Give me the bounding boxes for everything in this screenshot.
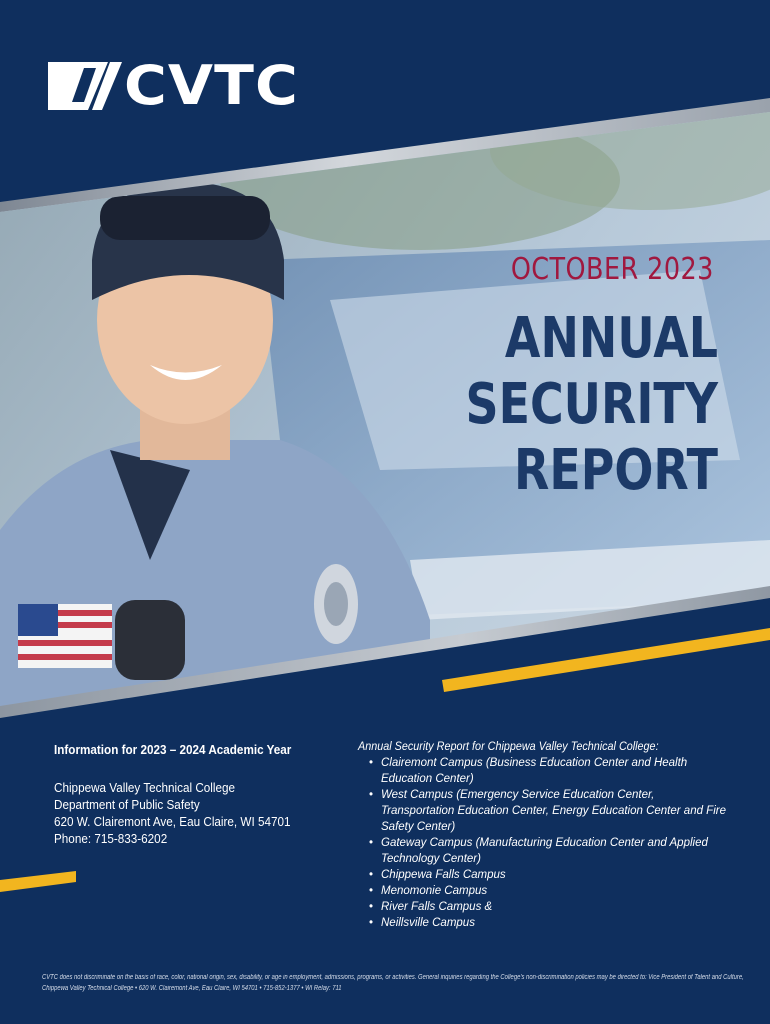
campus-item-clairemont: • Clairemont Campus (Business Education Center and Health Education Center) [381, 755, 728, 787]
campus-item-gateway: • Gateway Campus (Manufacturing Education Center and Applied Technology Center) [381, 835, 728, 867]
report-title: ANNUAL SECURITY REPORT [465, 306, 718, 503]
academic-year-info [54, 742, 344, 847]
campus-item-west: • West Campus (Emergency Service Education Center, Transportation Education Center, Energy Education Center and Fire Safety Center) [381, 787, 728, 835]
info-line-department: Department of Public Safety [54, 797, 200, 812]
campus-list [358, 755, 728, 931]
campus-item-river-falls: • River Falls Campus & [381, 899, 728, 915]
cvtc-logo-mark-icon [48, 62, 122, 110]
campus-item-neillsville: • Neillsville Campus [381, 915, 728, 931]
footer-line-2: Chippewa Valley Technical College • 620 W. Clairemont Ave, Eau Claire, WI 54701 • 715-852-1377 • WI Relay: 711 [42, 985, 342, 992]
info-line-phone: Phone: 715-833-6202 [54, 831, 168, 846]
logo-wordmark: CVTC [124, 54, 299, 117]
cvtc-logo [48, 54, 299, 117]
campus-item-chippewa-falls: • Chippewa Falls Campus [381, 867, 728, 883]
non-discrimination-footer [42, 972, 742, 994]
info-line-address: 620 W. Clairemont Ave, Eau Claire, WI 54701 [54, 814, 291, 829]
campus-list-block [358, 738, 728, 931]
info-line-college: Chippewa Valley Technical College [54, 780, 236, 795]
report-date: OCTOBER 2023 [511, 252, 714, 287]
footer-line-1: CVTC does not discriminate on the basis of race, color, national origin, sex, disability, or age in employment, admissions, programs, or activities. General inquiries regarding the College's non-discrimination policies may be directed to: Vice President of Talent and Culture, [42, 974, 744, 981]
campus-item-menomonie: • Menomonie Campus [381, 883, 728, 899]
info-heading: Information for 2023 – 2024 Academic Year [54, 742, 292, 757]
campus-list-intro: Annual Security Report for Chippewa Valley Technical College: [358, 739, 659, 753]
